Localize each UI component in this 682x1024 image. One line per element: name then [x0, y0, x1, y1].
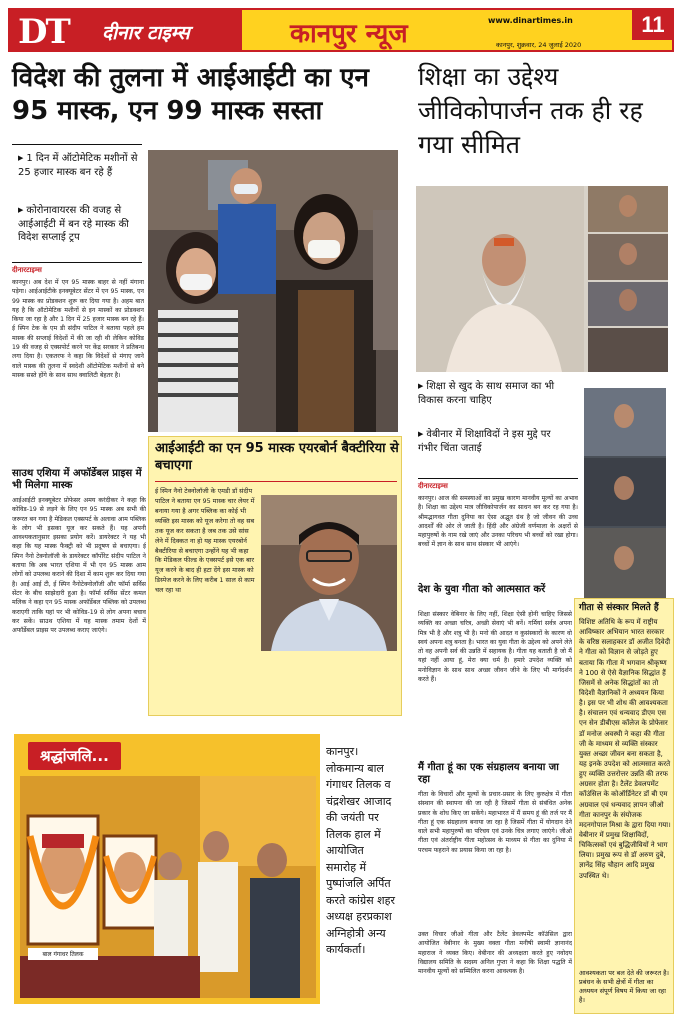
tribute-text: कानपुर। लोकमान्य बाल गंगाधर तिलक व चंद्रशेखर आजाद की जयंती पर तिलक हाल में आयोजित समारोह में पुष्पांजलि अर्पित करते कांग्रेस शहर अध्यक्ष हरप्रकाश अग्निहोत्री अन्य कार्यकर्ता। — [326, 745, 395, 956]
story2-byline: दीनारटाइम्स — [418, 482, 448, 490]
story2-subheading-2: मैं गीता हूं का एक संग्रहालय बनाया जा रहा — [418, 762, 559, 785]
story2-subheading-1: देश के युवा गीता को आत्मसात करें — [418, 584, 546, 595]
section-title: कानपुर न्यूज — [290, 19, 408, 49]
page-number: 11 — [632, 10, 674, 40]
website: www.dinartimes.in — [488, 16, 573, 25]
inset-box — [148, 436, 402, 716]
tribute-photo — [20, 776, 316, 998]
gita-box — [574, 598, 674, 1014]
story1-body-2: आईआईटी इनक्यूबेटर प्रोफेसर अमय करंदीकर ने कहा कि कोविड-19 से लड़ने के लिए एन 95 मास्क अब सभी की जरूरत बन गया है मेडिकल एक्सपर्ट के अलावा आम पब्लिक के लोग भी इसका यूज कर सकते हैं। यह अपनी आवश्यकतानुसार इसका प्रयोग करें। डायरेक्टर ने यह भी कहा कि यह मास्क फैक्ट्री को भी प्रदूषण से बचाएगा। ई स्पिन नैनो टेक्नोलॉजी के डायरेक्टर कॉर्पोरेट संदीप पाटिल ने बताया कि अब भारत एशिया में भी एन 95 मास्क आम लोगों को उपलब्ध कराने की दिशा में काम शुरू कर दिया गया है। आई आई टी, ई स्पिन नैनोटेक्नोलॉजी और फॉर्मा सर्विस सेंटर के बीच साझेदारी हुआ है। फॉर्मा सर्विस सेंटर कमल मलिक ने कहा एन 95 मास्क अफॉर्डेबल पब्लिक को उपलब्ध कराएगी ताकि यहां पर भी कोविड-19 से लोग अपना बचाव कर सकें। साउथ एशिया में यह मास्क तमाम देशों में अफॉर्डेबल प्राइस पर उपलब्ध कराए जाएंगे। — [12, 497, 146, 635]
divider — [12, 262, 142, 263]
portrait-caption: बाल गंगाधर तिलक — [28, 948, 98, 960]
gita-box-title: गीता से संस्कार मिलते हैं — [579, 603, 659, 613]
webinar-participants-photo — [584, 388, 666, 598]
divider — [155, 481, 397, 482]
story1-bullet-1: ▶ 1 दिन में ऑटोमेटिक मशीनों से 25 हजार मास्क बन रहे हैं — [18, 152, 138, 179]
gita-box-body: विशिष्ट अतिथि के रूप में राष्ट्रीय आविष्कार अभियान भारत सरकार के वरिष्ठ सलाहकार डॉ अजीत दिवेदी ने गीता को विज्ञान से जोड़ते हुए बताया कि गीता में भगवान श्रीकृष्ण ने 100 से ऐसे वैज्ञानिक सिद्धांत हैं जिसमें से अनेक सिद्धांतों का तो विदेशी वैज्ञानिकों ने अध्ययन किया है। इस पर भी शोध की आवश्यकता है। संचालन एवं धन्यवाद डीएम एस एन सेन डीबीएस कॉलेज के प्रोफेसर डॉ मनोज अवस्थी ने कहा की गीता जी के माध्यम से व्यक्ति संस्कार युक्त अच्छा जीवन बना सकता है, यह इनके उपदेश को आत्मसात करते हुए व्यक्ति उत्तरोत्तर उन्नति की तरफ अग्रसर होता है। टैलेंट डेवलपमेंट कॉउंसिल के कोऑर्डिनेटर डॉ बी एम अग्रवाल एवं धन्यवाद ज्ञापन जीओ गीता कानपुर के संयोजक मदनगोपाल मिश्रा के द्वारा दिया गया। वेबीनार में प्रमुख शिक्षाविदों, चिकित्सकों एवं बुद्धिजीवियों ने भाग लिया। प्रमुख रूप से डॉ अरुण दुबे, ज्ञानेंद्र सिंह चौहान आदि प्रमुख उपस्थित थे। — [579, 618, 671, 880]
tribute-label: श्रद्धांजलि... — [28, 742, 121, 770]
divider — [418, 478, 578, 479]
masked-students-photo — [148, 150, 398, 432]
story2-body-4: उक्त विचार जीओ गीता और टैलेंट डेवलपमेंट कॉउंसिल द्वारा आयोजित वेबीनार के मुख्य वक्ता गीता मनीषी स्वामी ज्ञानानंद महाराज ने व्यक्त किए। वेबीनार की अध्यक्षता करते हुए नवोदय विद्यालय समिति के सदस्य अनिल गुप्ता ने कहा कि शिक्षा पद्धति में मानवीय मूल्यों को सम्मिलित करना आवश्यक है। — [418, 931, 572, 976]
story2-body-2: शिक्षा संस्कार वेबिनार के लिए नहीं, शिक्षा ऐसी होनी चाहिए जिससे व्यक्ति का अच्छा चरित्र, अच्छी सेवाएं भी बनें। गर्मियां सर्वत्र अपना मित्र भी है और शत्रु भी है। मनो की आदत व कुसंस्कारों के कारण वो स्वयं अपना शत्रु बनता है। भारत का युवा गीता के उद्देश्य को अपने लेते तो वह अपनी सर्व की उन्नति में सहायक है। गीता यह बताती है जो मैं यहां नहीं आया हूं, मेरा क्या धर्म है। हमारे उपदेश व्यक्ति को मनोविज्ञान के साथ साथ अच्छा जीवन जीने के लिए भी मार्गदर्शन करते हैं। — [418, 611, 572, 684]
gita-box-footer: आवश्यकता पर बल देते की जरूरत है। प्रबंधन के सभी क्षेत्रों में गीता का अध्ययन संपूर्ण विषय में किया जा रहा है। — [579, 969, 670, 1005]
story1-byline: दीनारटाइम्स — [12, 266, 42, 274]
story2-headline: शिक्षा का उद्देश्य जीविकोपार्जन तक ही रह गया सीमित — [418, 62, 643, 159]
tribute-box — [14, 734, 320, 1004]
inset-title: आईआईटी का एन 95 मास्क एयरबोर्न बैक्टीरिया से बचाएगा — [155, 441, 399, 473]
logo — [10, 10, 242, 50]
story1-body: कानपुर। अब देश में एन 95 मास्क बाहर से नहीं मंगाना पड़ेगा। आईआईटीके इनक्यूबेटर सेंटर में एन 95 मास्क, एन 99 मास्क का प्रोडक्शन शुरू कर दिया गया है। अहम बात यह है कि ऑटोमेटिक मशीनों से इन मास्कों का प्रोडक्शन किया जा रहा है और 1 दिन में 25 हजार मास्क बन रहे हैं। ई स्पिन टेक के एम डी संदीप पाटिल ने बताया पहले हम मास्क की सप्लाई विदेशों में की जा रही थी लेकिन कोविड 19 की वजह से एक्सपोर्ट करने पर केंद्र सरकार ने प्रतिबन्ध लगा दिया है। एकतरफ ने कहा कि विदेशों से मंगाए जाने वाले मास्क की तुलना में स्वदेशी ऑटोमेटिक मशीनों से बने मास्क सस्ते होंगे के साथ साथ क्वालिटी बेहतर है। — [12, 279, 144, 379]
story1-bullet-2: ▶ कोरोनावायरस की वजह से आईआईटी में बन रहे मास्क की विदेश सप्लाई ट्रप — [18, 204, 144, 245]
masthead — [8, 8, 674, 52]
story2-bullet-2: ▶ वेबीनार में शिक्षाविदों ने इस मुद्दे पर गंभीर चिंता जताई — [418, 428, 568, 455]
sandeep-patil-photo — [261, 495, 397, 651]
dateline: कानपुर, शुक्रवार, 24 जुलाई 2020 — [496, 41, 582, 49]
logo-name: दीनार टाइम्स — [102, 22, 190, 44]
story2-body: कानपुर। आज की समस्याओं का प्रमुख कारण मानवीय मूल्यों का अभाव है। शिक्षा का उद्देश्य मात्र जीविकोपार्जन का साधन बन कर रह गया है। श्रीमद्भागवत गीता दुनिया का ऐसा अद्भुत ग्रंथ है जो जीवन की उच्च आदर्शों की ओर ले जाती है। हिंदी और अंग्रेजी वर्णमाला के अक्षरों से महापुरुषों के नाम रखे जाएं और उनका परिचय भी बच्चों को रखा होगा। बच्चों में ज्ञान के साथ साथ संस्कार भी आएंगे। — [418, 495, 578, 549]
divider — [12, 144, 142, 145]
inset-body: ई स्पिन नैनो टेक्नोलॉजी के एमडी डॉ संदीप पाटिल ने बताया एन 95 मास्क चार लेयर में बनाया गया है अगर पब्लिक का कोई भी व्यक्ति इस मास्क को यूज करेगा तो वह सब तक यूज कर सकता है जब तक उसे सांस लेने में दिक्कत ना हो यह मास्क एयरबोर्न बैक्टीरिया से बचाएगा उन्होंने यह भी कहा कि मेडिकल फील्ड के एक्सपर्ट इसे एक बार यूज करने के बाद ही हटा देंगे इस मास्क को डिस्पेज करने के लिए करीब 1 साल से काम चल रहा था — [155, 487, 255, 595]
story1-headline: विदेश की तुलना में आईआईटी का एन 95 मास्क, एन 99 मास्क सस्ता — [12, 63, 369, 126]
logo-letters: DT — [18, 12, 69, 52]
story1-subheading: साउथ एशिया में अफॉर्डेबल प्राइस में भी मिलेगा मास्क — [12, 468, 142, 491]
story2-bullet-1: ▶ शिक्षा से खुद के साथ समाज का भी विकास करना चाहिए — [418, 380, 558, 407]
story2-body-3: गीता के विचारों और मूल्यों के प्रचार-प्रसार के लिए कुरुक्षेत्र में गीता संस्थान की स्थापना की जा रही है जिसमें गीता से संबंधित अनेक प्रकार के शोध किए जा सकेंगे। महाभारत में मैं समय हूं की तर्ज पर मैं गीता हूं एक संग्रहालय बनाया जा रहा है जिसमें गीता में योगदान देने वाले सभी महापुरुषों का परिचय एवं उनके चित्र लगाए जाएंगे। जीओ गीता एवं अंतर्राष्ट्रीय गीता महोत्सव के माध्यम से गीता का दुनिया में परचम फहराने का प्रयास किया जा रहा है। — [418, 791, 572, 854]
webinar-screenshot — [416, 186, 668, 372]
